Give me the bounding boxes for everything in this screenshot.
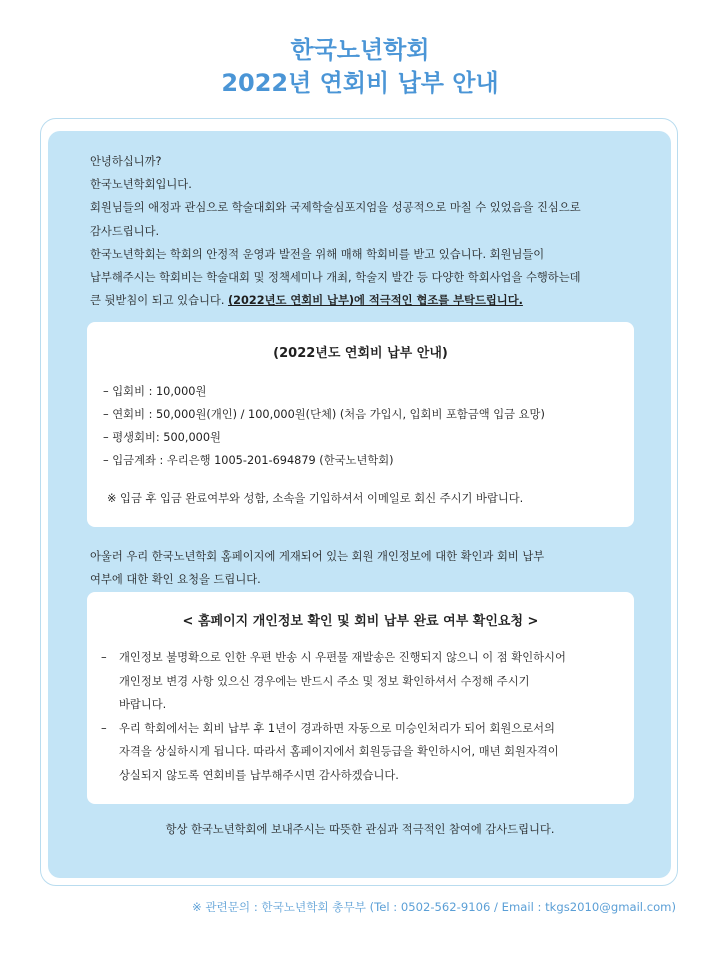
request-item [101, 646, 566, 717]
fee-card-title: (2022년도 연회비 납부 안내) [273, 346, 448, 361]
fee-list [103, 380, 545, 472]
request-item-line: 바랍니다. [119, 698, 167, 711]
request-item-line: 상실되지 않도록 연회비를 납부해주시면 감사하겠습니다. [119, 768, 399, 782]
fee-card [87, 322, 634, 527]
intro-section [90, 150, 650, 312]
fee-item-lifetime: – 평생회비: 500,000원 [103, 431, 221, 444]
page-title [0, 34, 720, 100]
request-item-line: 자격을 상실하시게 됩니다. 따라서 홈페이지에서 회원등급을 확인하시어, 매년 회원자격이 [119, 745, 559, 758]
body-line-1: 한국노년학회는 학회의 안정적 운영과 발전을 위해 매해 학회비를 받고 있습니다. 회원님들이 [90, 247, 545, 261]
request-item-dash: – [101, 721, 107, 735]
body-line-3-prefix: 큰 뒷받침이 되고 있습니다. [90, 294, 228, 308]
title-line-1: 한국노년학회 [290, 36, 430, 64]
fee-item-admission: – 입회비 : 10,000원 [103, 385, 207, 398]
mid-text [90, 545, 544, 591]
mid-text-line-1: 아울러 우리 한국노년학회 홈페이지에 게재되어 있는 회원 개인정보에 대한 확인과 회비 납부 [90, 550, 545, 563]
thanks-line-2: 감사드립니다. [90, 224, 160, 238]
request-item-line: 개인정보 불명확으로 인한 우편 반송 시 우편물 재발송은 진행되지 않으니 이 점 확인하시어 [119, 651, 566, 664]
fee-item-annual: – 연회비 : 50,000원(개인) / 100,000원(단체) (처음 가입시, 입회비 포함금액 입금 요망) [103, 408, 545, 421]
greeting: 안녕하십니까? [90, 155, 162, 168]
fee-item-account: – 입금계좌 : 우리은행 1005-201-694879 (한국노년학회) [103, 454, 394, 467]
closing-message: 항상 한국노년학회에 보내주시는 따뜻한 관심과 적극적인 참여에 감사드립니다. [165, 823, 555, 836]
body-line-2: 납부해주시는 학회비는 학술대회 및 정책세미나 개최, 학술지 발간 등 다양한 학회사업을 수행하는데 [90, 271, 581, 285]
request-item [101, 717, 566, 788]
fee-note: ※ 입금 후 입금 완료여부와 성함, 소속을 기입하셔서 이메일로 회신 주시기 바랍니다. [107, 492, 524, 505]
body-line-3 [90, 289, 650, 312]
body-line-3-emphasis: (2022년도 연회비 납부)에 적극적인 협조를 부탁드립니다. [228, 294, 523, 308]
request-card [87, 592, 634, 804]
mid-text-line-2: 여부에 대한 확인 요청을 드립니다. [90, 573, 261, 586]
request-item-line: 우리 학회에서는 회비 납부 후 1년이 경과하면 자동으로 미승인처리가 되어 회원으로서의 [119, 721, 555, 735]
thanks-line-1: 회원님들의 애정과 관심으로 학술대회와 국제학술심포지엄을 성공적으로 마칠 수 있었음을 진심으로 [90, 201, 581, 215]
request-card-title: < 홈페이지 개인정보 확인 및 회비 납부 완료 여부 확인요청 > [182, 614, 539, 629]
request-item-line: 개인정보 변경 사항 있으신 경우에는 반드시 주소 및 정보 확인하셔서 수정해 주시기 [119, 674, 530, 688]
contact-info: ※ 관련문의 : 한국노년학회 총무부 (Tel : 0502-562-9106 / Email : tkgs2010@gmail.com) [191, 900, 676, 914]
request-item-dash: – [101, 651, 107, 664]
title-line-2: 2022년 연회비 납부 안내 [221, 69, 499, 97]
org-intro: 한국노년학회입니다. [90, 178, 192, 192]
request-list [101, 646, 566, 787]
